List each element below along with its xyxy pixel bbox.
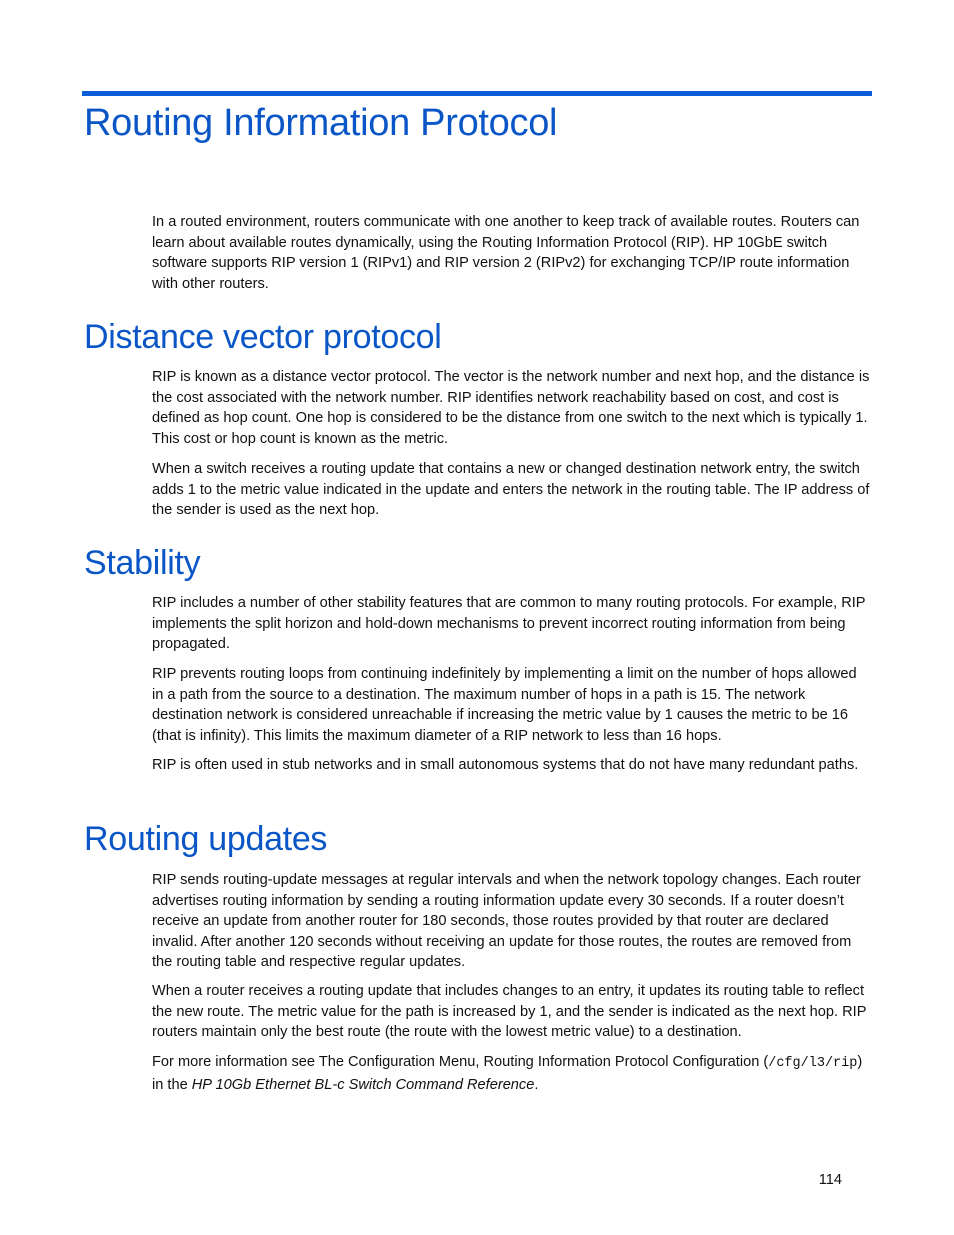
intro-paragraph: In a routed environment, routers communicate with one another to keep track of available routes. Routers can learn about available routes dynamically, using the Routing Information Protocol (RIP). HP 10GbE switch software supports RIP version 1 (RIPv1) and RIP version 2 (RIPv2) for exchanging TCP/IP route information with other routers.	[152, 214, 860, 292]
routing-updates-paragraph-1: RIP sends routing-update messages at regular intervals and when the network topology changes. Each router advertises routing information by sending a routing information update every 30 seconds. If a router doesn’t receive an update from another router for 180 seconds, those routes provided by that router are declared invalid. After another 120 seconds without receiving an update for those routes, the routes are removed from the routing table and respective regular updates.	[152, 872, 861, 971]
stability-paragraph-1: RIP includes a number of other stability features that are common to many routing protocols. For example, RIP implements the split horizon and hold-down mechanisms to prevent incorrect routing information from being propagated.	[152, 595, 866, 653]
page-number: 114	[818, 1172, 842, 1188]
reference-text-middle: ) in the	[152, 1054, 863, 1093]
distance-vector-paragraph-2: When a switch receives a routing update that contains a new or changed destination network entry, the switch adds 1 to the metric value indicated in the update and enters the network in the routing table. The IP address of the sender is used as the next hop.	[152, 461, 870, 519]
stability-paragraph-2: RIP prevents routing loops from continuing indefinitely by implementing a limit on the number of hops allowed in a path from the source to a destination. The maximum number of hops in a path is 15. The network destination network is considered unreachable if increasing the metric value by 1 causes the metric to be 16 (that is infinity). This limits the maximum diameter of a RIP network to less than 16 hops.	[152, 666, 857, 744]
heading-stability: Stability	[84, 544, 201, 582]
heading-routing-updates: Routing updates	[84, 820, 328, 858]
command-reference-title: HP 10Gb Ethernet BL-c Switch Command Reference	[191, 1076, 535, 1093]
heading-distance-vector: Distance vector protocol	[84, 318, 442, 356]
page-title: Routing Information Protocol	[84, 102, 558, 144]
reference-text-suffix: .	[534, 1076, 539, 1093]
title-rule	[82, 91, 872, 96]
routing-updates-paragraph-2: When a router receives a routing update that includes changes to an entry, it updates its routing table to reflect the new route. The metric value for the path is increased by 1, and the sender is indicated as the next hop. RIP routers maintain only the best route (the route with the lowest metric value) to a destination.	[152, 983, 867, 1041]
stability-paragraph-3: RIP is often used in stub networks and in small autonomous systems that do not have many redundant paths.	[152, 757, 859, 773]
routing-updates-paragraph-3	[152, 1052, 872, 1095]
command-path: /cfg/l3/rip	[768, 1056, 858, 1071]
distance-vector-paragraph-1: RIP is known as a distance vector protocol. The vector is the network number and next hop, and the distance is the cost associated with the network number. RIP identifies network reachability based on cost, and cost is defined as hop count. One hop is considered to be the distance from one switch to the next which is typically 1. This cost or hop count is known as the metric.	[152, 369, 870, 447]
reference-text-prefix: For more information see The Configuration Menu, Routing Information Protocol Configuration (	[152, 1054, 769, 1070]
